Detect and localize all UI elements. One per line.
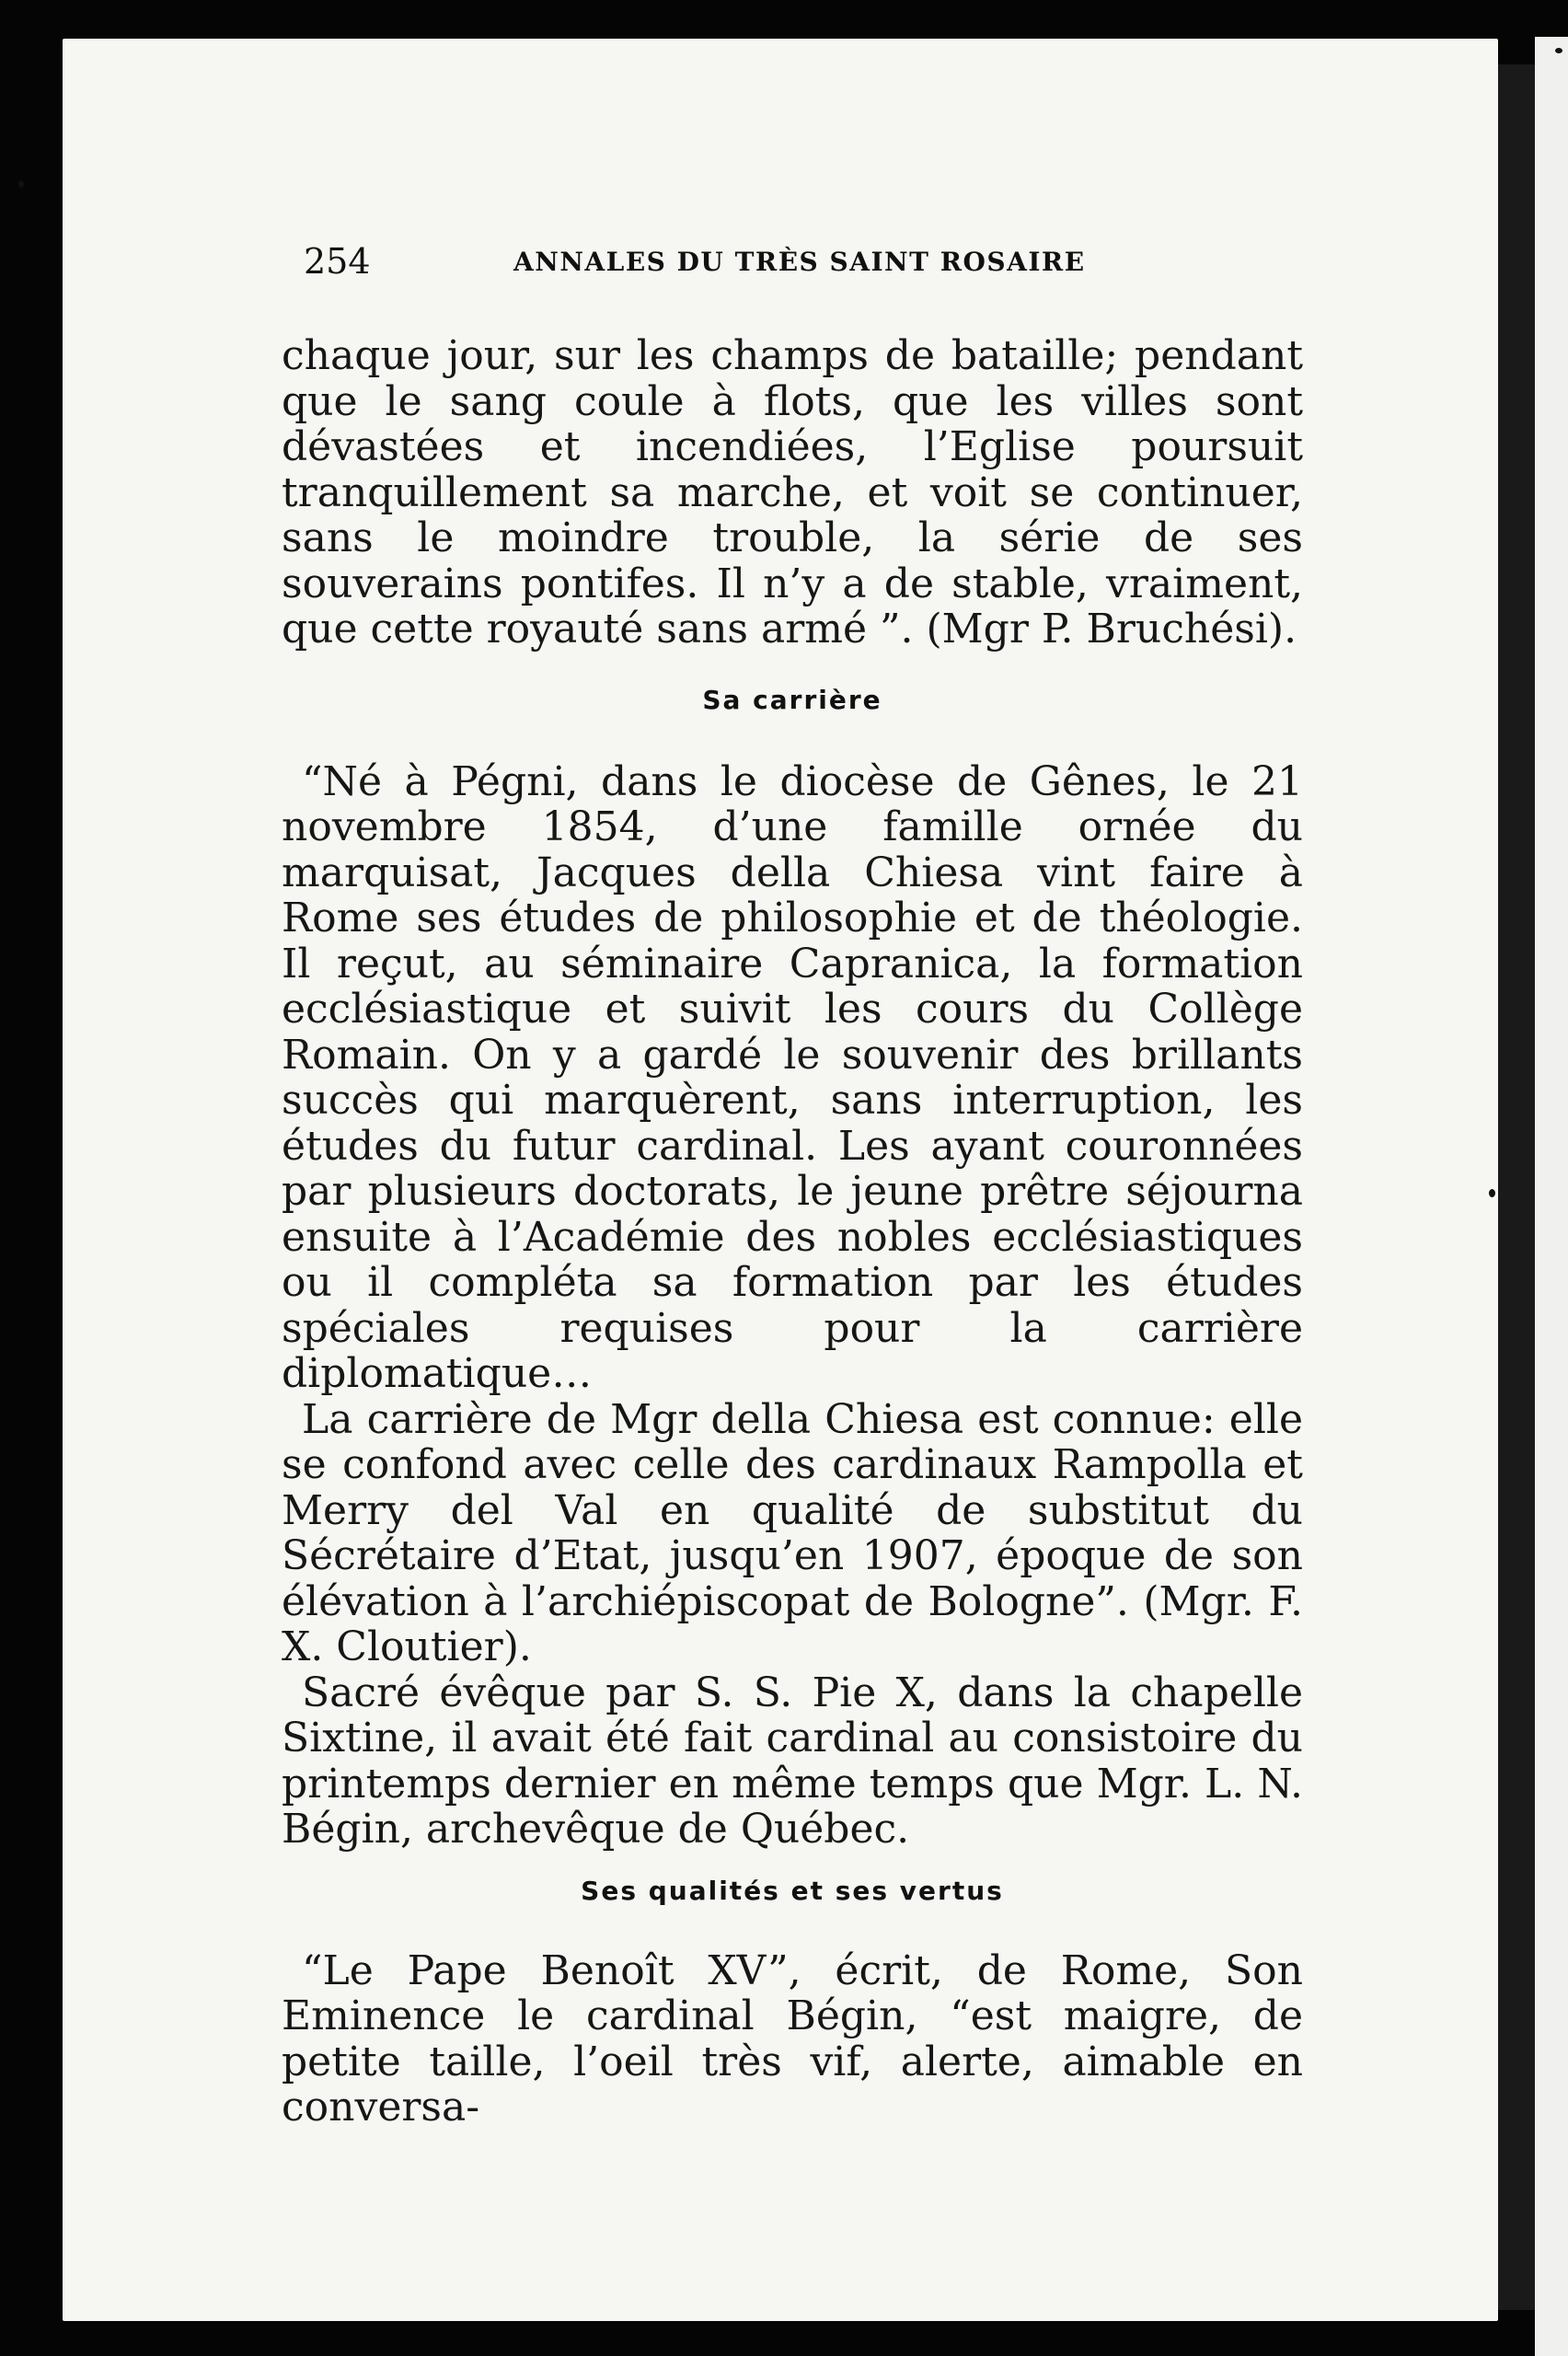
section-heading-qualities: Ses qualités et ses vertus	[581, 1875, 1004, 1906]
paragraph-intro: chaque jour, sur les champs de bataille; pendant que le sang coule à flots, que les villes sont dévastées et incendiées, l’Eglise poursuit tranquillement sa marche, et voit se continuer, sans le moindre trouble, la série de ses souverains pontifes. Il n’y a de stable, vraiment, que cette royauté sans armé ”. (Mgr P. Bruchési).	[282, 332, 1303, 653]
scan-speck	[1489, 1189, 1495, 1197]
page-number: 254	[304, 241, 371, 282]
scan-speck	[1555, 48, 1562, 53]
paragraph-career-birth: “Né à Pégni, dans le diocèse de Gênes, le 21 novembre 1854, d’une famille ornée du marquisat, Jacques della Chiesa vint faire à Rome ses études de philosophie et de théologie. Il reçut, au séminaire Capranica, la formation ecclésiastique et suivit les cours du Collège Romain. On y a gardé le souvenir des brillants succès qui marquèrent, sans interruption, les études du futur cardinal. Les ayant couronnées par plusieurs doctorats, le jeune prêtre séjourna ensuite à l’Académie des nobles ecclésiastiques ou il compléta sa formation par les études spéciales requises pour la carrière diplomatique…	[282, 757, 1303, 1397]
paragraph-career-diplomacy: La carrière de Mgr della Chiesa est connue: elle se confond avec celle des cardinaux Rampolla et Merry del Val en qualité de substitut du Sécrétaire d’Etat, jusqu’en 1907, époque de son élévation à l’archiépiscopat de Bologne”. (Mgr. F. X. Cloutier).	[282, 1395, 1303, 1670]
page-body	[282, 333, 1303, 2131]
section-heading-career: Sa carrière	[702, 684, 882, 715]
scan-speck	[18, 180, 24, 188]
running-title: ANNALES DU TRÈS SAINT ROSAIRE	[513, 247, 1086, 277]
facing-page-edge	[1535, 37, 1568, 2356]
paragraph-career-cardinal: Sacré évêque par S. S. Pie X, dans la chapelle Sixtine, il avait été fait cardinal au consistoire du printemps dernier en même temps que Mgr. L. N. Bégin, archevêque de Québec.	[282, 1669, 1303, 1853]
page-header	[304, 241, 1307, 287]
paragraph-qualities: “Le Pape Benoît XV”, écrit, de Rome, Son Eminence le cardinal Bégin, “est maigre, de petite taille, l’oeil très vif, alerte, aimable en conversa-	[282, 1946, 1303, 2131]
binding-gutter	[1498, 64, 1535, 2310]
